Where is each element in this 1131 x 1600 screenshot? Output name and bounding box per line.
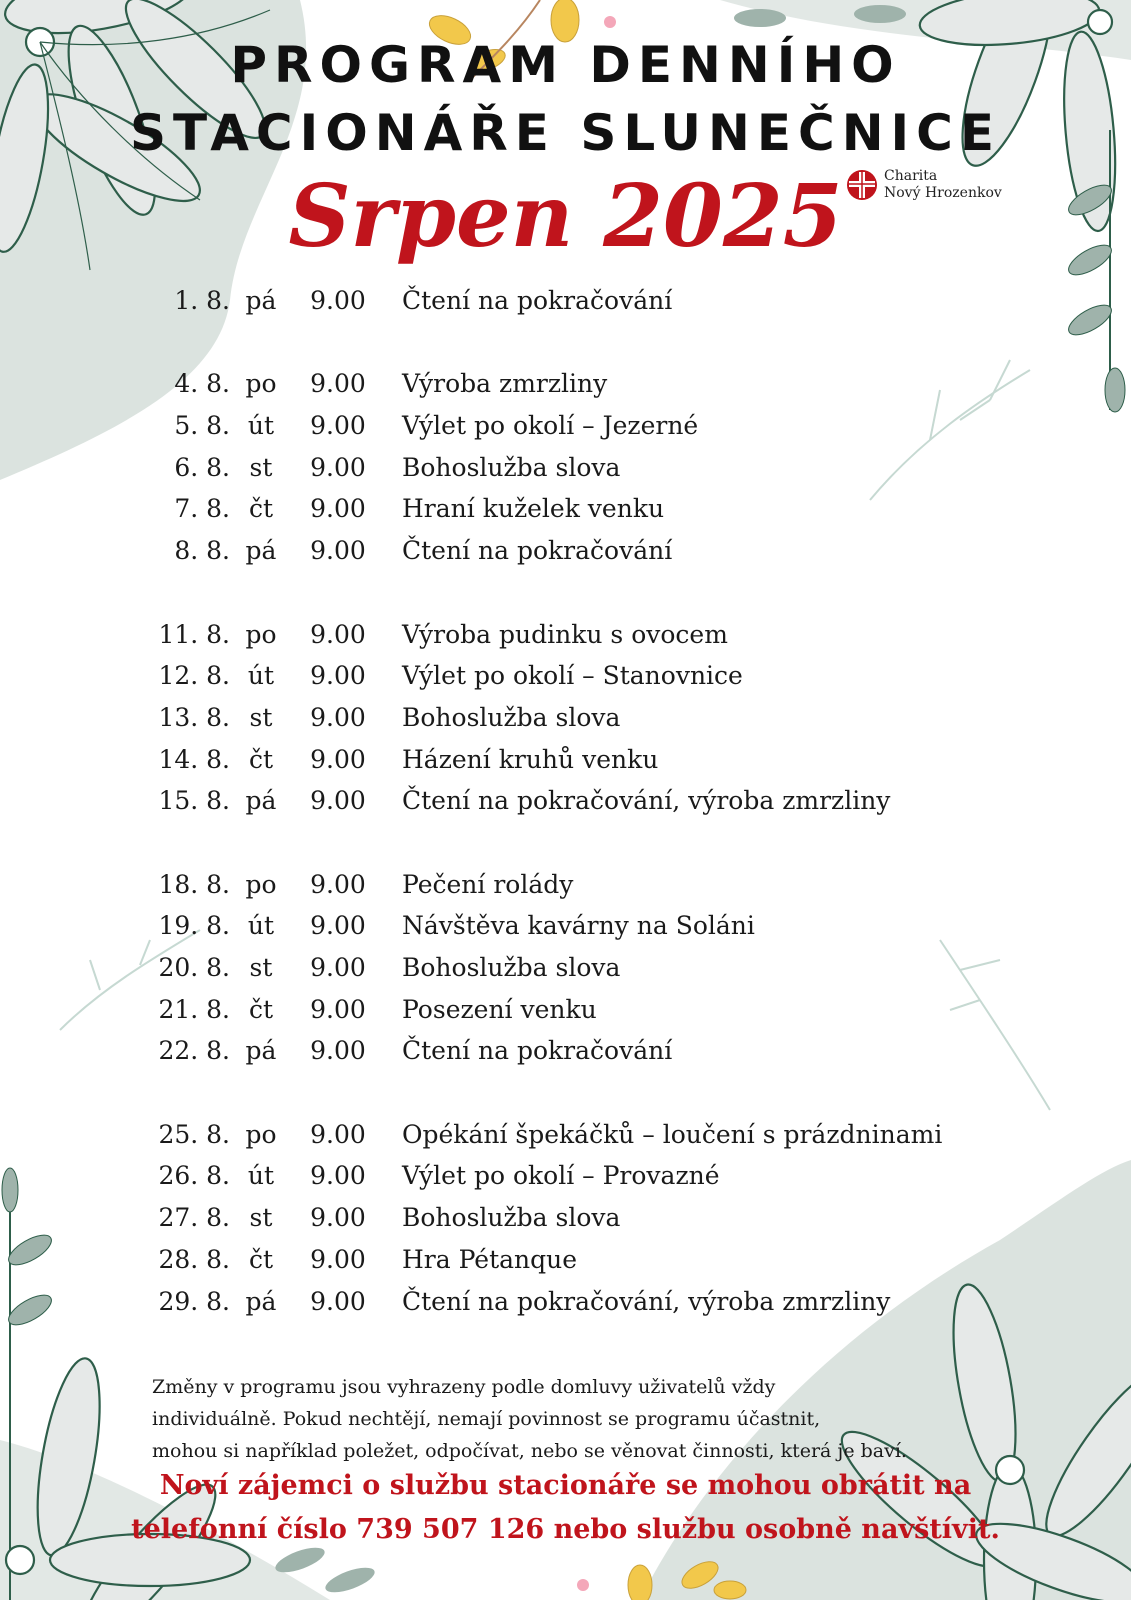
schedule-activity: Bohoslužba slova (402, 1203, 621, 1233)
schedule-day: út (247, 411, 275, 441)
schedule-day: čt (248, 994, 274, 1024)
schedule-day: pá (245, 536, 277, 566)
schedule-day: út (247, 661, 275, 691)
week-separator (140, 322, 1040, 364)
schedule-activity: Čtení na pokračování, výroba zmrzliny (402, 786, 891, 816)
schedule-row (140, 488, 1040, 530)
schedule-date: 5. 8. (174, 411, 230, 441)
schedule-day: pá (245, 786, 277, 816)
schedule-date: 20. 8. (158, 953, 230, 982)
schedule-activity: Hraní kuželek venku (402, 494, 665, 524)
note-line-2: individuálně. Pokud nechtějí, nemají povinnost se programu účastnit, (152, 1408, 821, 1430)
note-line-3: mohou si například poležet, odpočívat, nebo se věnovat činnosti, která je baví. (152, 1440, 907, 1462)
schedule-time: 9.00 (310, 1203, 366, 1233)
schedule-row (140, 363, 1040, 405)
schedule-activity: Čtení na pokračování (402, 536, 673, 566)
schedule-activity: Čtení na pokračování (402, 1036, 673, 1066)
schedule-day: st (249, 702, 273, 732)
schedule-time: 9.00 (310, 953, 366, 982)
schedule-time: 9.00 (310, 619, 366, 649)
schedule-time: 9.00 (310, 786, 366, 816)
schedule-activity: Pečení rolády (402, 869, 574, 899)
schedule-day: pá (245, 1036, 277, 1066)
schedule-row (140, 739, 1040, 781)
schedule-row (140, 405, 1040, 447)
schedule-time: 9.00 (310, 1286, 366, 1316)
schedule-list (140, 280, 1040, 1322)
schedule-day: út (247, 1161, 275, 1191)
pink-dot-top (604, 16, 616, 28)
schedule-time: 9.00 (310, 536, 366, 566)
schedule-date: 8. 8. (174, 536, 230, 566)
week-separator (140, 572, 1040, 614)
schedule-day: st (249, 452, 273, 482)
schedule-time: 9.00 (310, 369, 366, 399)
schedule-activity: Výroba zmrzliny (402, 369, 608, 399)
schedule-day: čt (248, 1244, 274, 1274)
week-separator (140, 1072, 1040, 1114)
schedule-day: st (249, 953, 273, 982)
schedule-row (140, 947, 1040, 989)
schedule-time: 9.00 (310, 994, 366, 1024)
schedule-activity: Bohoslužba slova (402, 702, 621, 732)
schedule-activity: Bohoslužba slova (402, 953, 621, 982)
schedule-date: 13. 8. (158, 702, 230, 732)
schedule-time: 9.00 (310, 1036, 366, 1066)
schedule-date: 22. 8. (158, 1036, 230, 1066)
schedule-time: 9.00 (310, 869, 366, 899)
schedule-time: 9.00 (310, 1244, 366, 1274)
schedule-activity: Opékání špekáčků – loučení s prázdninami (402, 1119, 943, 1149)
schedule-time: 9.00 (310, 661, 366, 691)
schedule-date: 26. 8. (158, 1161, 230, 1191)
schedule-time: 9.00 (310, 411, 366, 441)
cta-line-2: telefonní číslo 739 507 126 nebo službu osobně navštívit. (131, 1514, 1000, 1545)
schedule-row (140, 530, 1040, 572)
cta-line-1: Noví zájemci o službu stacionáře se mohou obrátit na (159, 1470, 972, 1501)
schedule-date: 29. 8. (158, 1286, 230, 1316)
schedule-activity: Čtení na pokračování (402, 286, 673, 315)
schedule-time: 9.00 (310, 286, 366, 315)
schedule-date: 6. 8. (174, 452, 230, 482)
schedule-activity: Výlet po okolí – Jezerné (402, 411, 699, 441)
schedule-day: čt (248, 494, 274, 524)
schedule-date: 1. 8. (174, 286, 230, 315)
schedule-row (140, 1239, 1040, 1281)
schedule-activity: Výroba pudinku s ovocem (402, 619, 728, 649)
schedule-row (140, 1197, 1040, 1239)
note-line-1: Změny v programu jsou vyhrazeny podle domluvy uživatelů vždy (152, 1376, 776, 1398)
schedule-row (140, 905, 1040, 947)
schedule-day: po (245, 619, 277, 649)
schedule-date: 18. 8. (158, 869, 230, 899)
pink-dot-bottom (577, 1579, 589, 1591)
schedule-activity: Čtení na pokračování, výroba zmrzliny (402, 1286, 891, 1316)
schedule-activity: Hra Pétanque (402, 1244, 578, 1274)
schedule-row (140, 655, 1040, 697)
schedule-day: pá (245, 286, 277, 315)
schedule-day: po (245, 1119, 277, 1149)
schedule-row (140, 697, 1040, 739)
charita-cross-icon (846, 169, 878, 201)
schedule-activity: Bohoslužba slova (402, 452, 621, 482)
schedule-row (140, 447, 1040, 489)
schedule-date: 21. 8. (158, 994, 230, 1024)
schedule-date: 11. 8. (158, 619, 230, 649)
schedule-day: po (245, 869, 277, 899)
schedule-row (140, 780, 1040, 822)
schedule-row (140, 1155, 1040, 1197)
schedule-date: 14. 8. (158, 744, 230, 774)
schedule-time: 9.00 (310, 744, 366, 774)
logo-line-2: Nový Hrozenkov (884, 185, 1002, 201)
schedule-row (140, 864, 1040, 906)
title-line-2: STACIONÁŘE SLUNEČNICE (129, 104, 1002, 162)
schedule-activity: Návštěva kavárny na Soláni (402, 911, 755, 941)
schedule-row (140, 280, 1040, 322)
schedule-date: 15. 8. (158, 786, 230, 816)
schedule-row (140, 1030, 1040, 1072)
schedule-time: 9.00 (310, 911, 366, 941)
schedule-day: čt (248, 744, 274, 774)
charita-logo (846, 168, 1002, 202)
schedule-time: 9.00 (310, 702, 366, 732)
schedule-time: 9.00 (310, 452, 366, 482)
schedule-row (140, 989, 1040, 1031)
schedule-activity: Házení kruhů venku (402, 744, 659, 774)
program-note (152, 1371, 1012, 1467)
schedule-date: 4. 8. (174, 369, 230, 399)
schedule-time: 9.00 (310, 494, 366, 524)
schedule-activity: Výlet po okolí – Stanovnice (402, 661, 743, 691)
title-line-1: PROGRAM DENNÍHO (230, 36, 901, 94)
schedule-date: 27. 8. (158, 1203, 230, 1233)
schedule-day: st (249, 1203, 273, 1233)
contact-callout (0, 1464, 1131, 1552)
schedule-day: po (245, 369, 277, 399)
week-separator (140, 822, 1040, 864)
schedule-date: 25. 8. (158, 1119, 230, 1149)
logo-line-1: Charita (884, 168, 938, 184)
schedule-day: pá (245, 1286, 277, 1316)
schedule-activity: Posezení venku (402, 994, 597, 1024)
schedule-row (140, 1281, 1040, 1323)
schedule-day: út (247, 911, 275, 941)
schedule-date: 7. 8. (174, 494, 230, 524)
schedule-time: 9.00 (310, 1161, 366, 1191)
schedule-activity: Výlet po okolí – Provazné (402, 1161, 720, 1191)
schedule-row (140, 1114, 1040, 1156)
schedule-time: 9.00 (310, 1119, 366, 1149)
schedule-date: 12. 8. (158, 661, 230, 691)
schedule-date: 19. 8. (158, 911, 230, 941)
schedule-date: 28. 8. (158, 1244, 230, 1274)
month-heading: Srpen 2025 (288, 166, 843, 267)
schedule-row (140, 614, 1040, 656)
